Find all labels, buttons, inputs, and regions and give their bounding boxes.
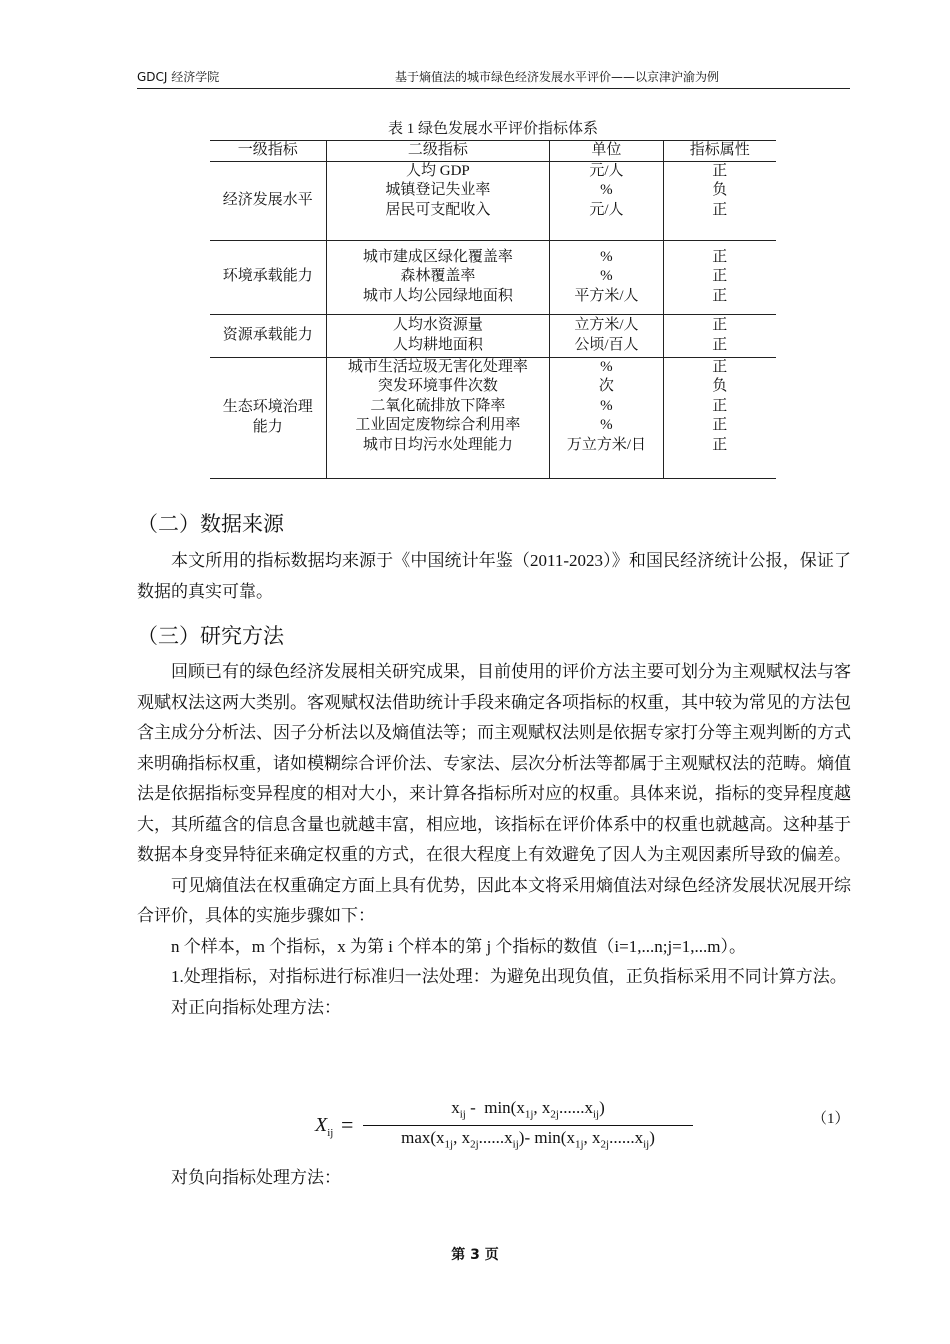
unit-cell (550, 161, 663, 240)
section-heading: （二）数据来源 (137, 512, 284, 536)
table-header-row (210, 141, 776, 162)
paragraph: 1.处理指标，对指标进行标准归一法处理：为避免出现负值，正负指标采用不同计算方法。 (171, 967, 847, 986)
level2-cell (326, 161, 550, 240)
table-row (210, 161, 776, 240)
attr-item: 正 (712, 417, 728, 433)
level2-item: 城市建成区绿化覆盖率 (362, 248, 513, 265)
attr-cell (663, 240, 776, 314)
formula-lhs: $X_{ij}$ (315, 1114, 334, 1139)
attr-item: 正 (712, 358, 728, 375)
section-heading: （三）研究方法 (137, 624, 284, 648)
attr-item: 正 (712, 201, 728, 218)
section-paragraph (137, 546, 851, 607)
attr-item: 正 (712, 336, 728, 353)
unit-item: % (600, 417, 613, 433)
unit-item: % (600, 397, 613, 414)
table-caption: 表 1 绿色发展水平评价指标体系 (387, 121, 598, 137)
column-header: 二级指标 (326, 141, 550, 162)
level2-item: 工业固定废物综合利用率 (355, 417, 521, 433)
attr-item: 正 (712, 268, 728, 285)
unit-item: 次 (598, 378, 614, 394)
page-number: 第 3 页 (451, 1247, 499, 1263)
level2-item: 居民可支配收入 (385, 201, 491, 218)
section-body (137, 657, 851, 1023)
unit-item: % (600, 182, 613, 198)
unit-item: % (600, 268, 613, 285)
level2-item: 城市人均公园绿地面积 (362, 287, 513, 304)
equation-number: （1） (812, 1111, 850, 1127)
attr-item: 正 (712, 397, 728, 414)
table-row (210, 240, 776, 314)
header-left: GDCJ 经济学院 (137, 70, 220, 84)
unit-item: % (600, 358, 613, 375)
level2-item: 城镇登记失业率 (385, 182, 491, 198)
attr-item: 正 (712, 248, 728, 265)
level2-item: 突发环境事件次数 (377, 378, 498, 394)
level1-cell: 经济发展水平 (210, 161, 326, 240)
column-header: 指标属性 (663, 141, 776, 162)
paragraph: 本文所用的指标数据均来源于《中国统计年鉴（2011-2023）》和国民经济统计公报，保证了数据的真实可靠。 (137, 551, 851, 601)
formula-denominator: $\max(x_{1j}$, $x_{2j}......x_{ij})-$ $\min(x_{1j}$, $x_{2j}......x_{ij}$) (401, 1128, 655, 1151)
paragraph: 回顾已有的绿色经济发展相关研究成果，目前使用的评价方法主要可划分为主观赋权法与客观赋权法这两大类别。客观赋权法借助统计手段来确定各项指标的权重，其中较为常见的方法包含主成分分析法、因子分析法以及熵值法等；而主观赋权法则是依据专家打分等主观判断的方式来明确指标权重，诸如模糊综合评价法、专家法、层次分析法等都属于主观赋权法的范畴。熵值法是依据指标变异程度的相对大小，来计算各指标所对应的权重。具体来说，指标的变异程度越大，其所蕴含的信息含量也就越丰富，相应地，该指标在评价体系中的权重也就越高。这种基于数据本身变异特征来确定权重的方式，在很大程度上有效避免了因人为主观因素所导致的偏差。 (137, 662, 851, 864)
paragraph: 对负向指标处理方法： (171, 1168, 341, 1187)
unit-item: 元/人 (589, 201, 624, 218)
table-row (210, 314, 776, 357)
formula-equals: = (341, 1112, 354, 1137)
unit-cell (550, 357, 663, 478)
table-row (210, 357, 776, 478)
attr-item: 正 (712, 287, 728, 304)
attr-item: 正 (712, 436, 728, 453)
attr-cell (663, 314, 776, 357)
unit-item: 立方米/人 (574, 317, 639, 333)
header-right: 基于熵值法的城市绿色经济发展水平评价——以京津沪渝为例 (395, 70, 720, 84)
section-paragraph (137, 1163, 851, 1194)
unit-item: 平方米/人 (574, 287, 639, 304)
unit-cell (550, 240, 663, 314)
page-header (137, 68, 850, 89)
level2-item: 森林覆盖率 (400, 268, 476, 285)
unit-cell (550, 314, 663, 357)
level2-cell (326, 240, 550, 314)
attr-cell (663, 161, 776, 240)
column-header: 一级指标 (210, 141, 326, 162)
paragraph: n 个样本，m 个指标，x 为第 i 个样本的第 j 个指标的数值（i=1,...n;j=1,...m）。 (171, 936, 746, 956)
attr-cell (663, 357, 776, 478)
fraction-bar (363, 1125, 693, 1126)
attr-item: 负 (712, 182, 728, 198)
paragraph: 对正向指标处理方法： (171, 997, 341, 1017)
indicator-table (210, 140, 776, 479)
normalization-formula (315, 1098, 695, 1158)
level2-item: 人均 GDP (405, 162, 470, 179)
level1-cell: 环境承载能力 (210, 240, 326, 314)
unit-item: 公顷/百人 (574, 336, 639, 353)
attr-item: 正 (712, 317, 728, 333)
attr-item: 负 (712, 378, 728, 394)
formula-numerator: $x_{ij} - \min(x_{1j}$, $x_{2j}......x_{ij}$) (451, 1098, 605, 1121)
unit-item: 万立方米/日 (566, 436, 647, 453)
level2-item: 人均耕地面积 (392, 336, 483, 353)
paragraph: 可见熵值法在权重确定方面上具有优势，因此本文将采用熵值法对绿色经济发展状况展开综合评价，具体的实施步骤如下： (137, 875, 851, 925)
level1-cell: 资源承载能力 (210, 314, 326, 357)
level1-cell: 生态环境治理能力 (210, 357, 326, 478)
level2-item: 人均水资源量 (392, 317, 483, 333)
level2-item: 城市日均污水处理能力 (362, 436, 513, 453)
level2-item: 城市生活垃圾无害化处理率 (347, 358, 528, 375)
level2-item: 二氧化硫排放下降率 (370, 397, 506, 414)
unit-item: % (600, 248, 613, 265)
attr-item: 正 (712, 162, 728, 179)
unit-item: 元/人 (589, 162, 624, 179)
level2-cell (326, 357, 550, 478)
level2-cell (326, 314, 550, 357)
column-header: 单位 (550, 141, 663, 162)
